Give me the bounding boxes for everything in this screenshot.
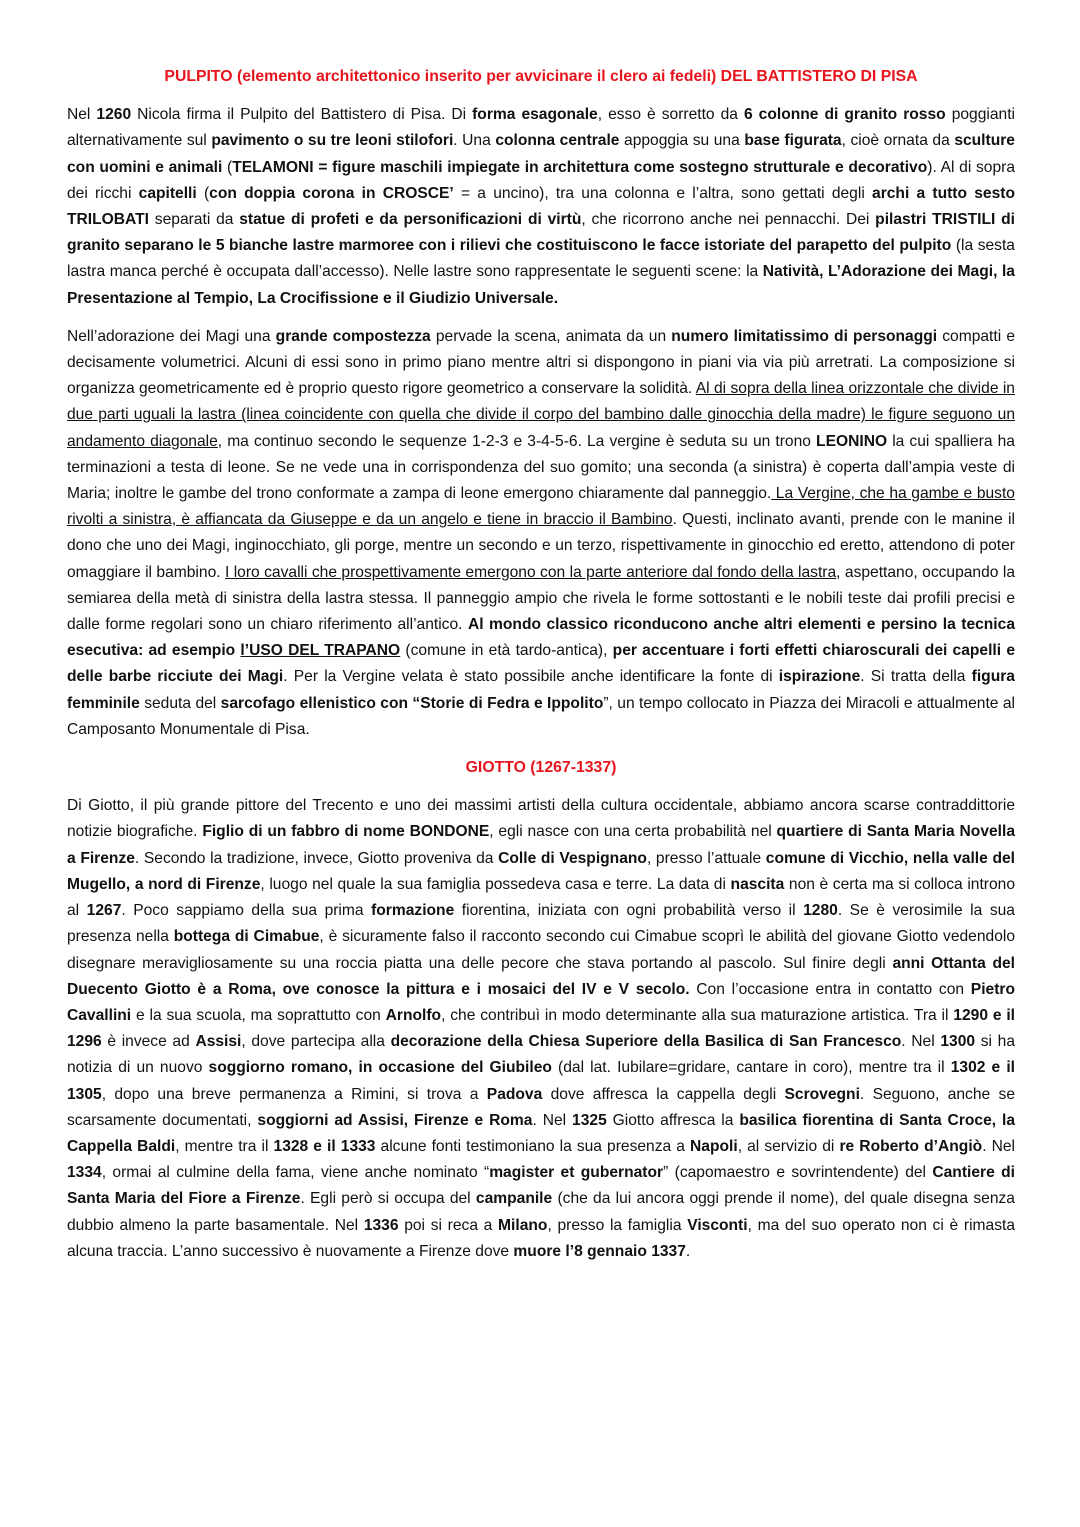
text-run: Al mondo classico riconducono anche altri elementi e persino la tecnica esecutiva: ad esempio — [67, 616, 1015, 660]
text-run: , mentre tra il — [175, 1137, 274, 1155]
text-run: 1325 — [572, 1111, 607, 1129]
text-run: nascita — [730, 875, 785, 893]
text-run: . Si tratta della — [860, 668, 972, 686]
text-run: statue di profeti e da personificazioni di virtù — [239, 211, 582, 229]
text-run: Giotto affresca la — [606, 1111, 740, 1129]
text-run: , presso l’attuale — [646, 849, 766, 867]
text-run: , esso è sorretto da — [597, 106, 744, 124]
text-run: pervade la scena, animata da un — [430, 327, 672, 345]
text-run: Padova — [486, 1085, 543, 1103]
text-run: Nell’adorazione dei Magi una — [67, 327, 276, 345]
text-run: Napoli — [690, 1137, 738, 1155]
text-run: soggiorni ad Assisi, Firenze e Roma — [257, 1111, 533, 1129]
text-run: 1300 — [940, 1033, 976, 1051]
text-run: formazione — [371, 902, 455, 920]
text-run: alcune fonti testimoniano la sua presenza a — [375, 1137, 691, 1155]
text-run: I loro cavalli che prospettivamente emergono con la parte anteriore dal fondo della lastra — [224, 563, 837, 581]
text-run: fiorentina, iniziata con ogni probabilità verso il — [454, 902, 804, 920]
text-run: dove affresca la cappella degli — [542, 1085, 785, 1103]
text-run: ”, un tempo collocato in Piazza dei Miracoli e attualmente al Camposanto Monumentale di Pisa. — [67, 694, 1015, 738]
text-run: archi a tutto sesto TRILOBATI — [67, 184, 1015, 229]
text-run: Colle di Vespignano — [498, 849, 647, 867]
text-run: bottega di Cimabue — [173, 928, 320, 946]
text-run: magister et gubernator — [489, 1164, 664, 1182]
text-run: , egli nasce con una certa probabilità nel — [489, 823, 777, 841]
text-run: ( — [222, 158, 233, 176]
text-run: = a uncino), tra una colonna e l’altra, sono gettati degli — [453, 184, 873, 202]
text-run: comune di Vicchio, nella valle del Mugello, a nord di Firenze — [67, 849, 1015, 893]
text-run: quartiere di Santa Maria Novella a Firenze — [67, 823, 1016, 867]
text-run: ” (capomaestro e sovrintendente) del — [663, 1164, 933, 1182]
text-run: si ha notizia di un nuovo — [67, 1033, 1015, 1077]
text-run: anni Ottanta del Duecento Giotto è a Roma, ove conosce la pittura e i mosaici del IV e V secolo. — [67, 954, 1015, 998]
text-run: 1336 — [363, 1216, 399, 1234]
text-run: Nicola firma il Pulpito del Battistero di Pisa. Di — [131, 106, 473, 124]
text-run: 1260 — [96, 106, 132, 124]
text-run: , luogo nel quale la sua famiglia possedeva casa e terre. La data di — [260, 875, 731, 893]
text-run: non è certa ma si colloca introno al — [67, 875, 1015, 920]
text-run: Al di sopra della linea orizzontale che divide in due parti uguali la lastra (linea coincidente con quella che divide il corpo del bambino dalle ginocchia della madre) le figure seguono un andamento diagonale — [67, 380, 1015, 450]
text-run: capitelli — [138, 184, 197, 202]
text-run: Pietro Cavallini — [67, 980, 1015, 1024]
text-run: , dove partecipa alla — [241, 1033, 391, 1051]
text-run: numero limitatissimo di personaggi — [671, 327, 938, 345]
text-run: Cantiere di Santa Maria del Fiore a Firenze — [67, 1164, 1015, 1208]
text-run: . — [685, 1242, 691, 1260]
text-run: pilastri TRISTILI di granito separano le 5 bianche lastre marmoree con i rilievi che costituiscono le facce istoriate del parapetto del pulpito — [67, 211, 1016, 255]
text-run: La Vergine, che ha gambe e busto rivolti a sinistra, è affiancata da Giuseppe e da un angelo e tiene in braccio il Bambino — [67, 485, 1015, 529]
text-run: ( — [196, 184, 210, 202]
text-run: Arnolfo — [385, 1006, 442, 1024]
text-run: . Secondo la tradizione, invece, Giotto proveniva da — [134, 849, 499, 867]
text-run: 1267 — [86, 902, 122, 920]
text-run: base figurata — [744, 132, 842, 150]
text-run: , è sicuramente falso il racconto secondo cui Cimabue scoprì le abilità del giovane Giotto vedendolo disegnare meravigliosamente su una roccia piatta una delle pecore che stava portando al pascolo. Sul finire degli — [67, 928, 1016, 972]
text-run: . Egli però si occupa del — [300, 1190, 476, 1208]
text-run: poggianti alternativamente sul — [67, 106, 1015, 150]
text-run: Assisi — [195, 1033, 242, 1051]
text-run: . Questi, inclinato avanti, prende con le manine il dono che uno dei Magi, inginocchiato, gli porge, mentre un secondo e un terzo, rispettivamente in ginocchio ed eretto, attendono di poter omaggiare il bambino. — [67, 511, 1015, 581]
text-run: Visconti — [687, 1216, 748, 1234]
text-run: , al servizio di — [737, 1137, 840, 1155]
text-run: 1328 e il 1333 — [273, 1137, 376, 1155]
text-run: compatti e decisamente volumetrici. Alcuni di essi sono in primo piano mentre altri si dispongono in piani via via più arretrati. La composizione si organizza geometricamente ed è proprio questo rigore geometrico a conservare la solidità. — [67, 327, 1015, 398]
text-run: . Nel — [901, 1033, 941, 1051]
text-run: basilica fiorentina di Santa Croce, la Cappella Baldi — [67, 1111, 1016, 1155]
text-run: , presso la famiglia — [547, 1216, 688, 1234]
text-run: , ormai al culmine della fama, viene anche nominato “ — [101, 1164, 490, 1182]
text-run: . Una — [453, 132, 496, 150]
text-run: grande compostezza — [275, 327, 431, 345]
text-run: 1302 e il 1305 — [67, 1059, 1016, 1103]
text-run: forma esagonale — [472, 106, 598, 124]
text-run: , che ricorrono anche nei pennacchi. Dei — [581, 211, 876, 229]
text-run: pavimento o su tre leoni stilofori — [211, 132, 454, 150]
text-run: , dopo una breve permanenza a Rimini, si trova a — [101, 1085, 487, 1103]
text-run: sculture con uomini e animali — [67, 132, 1015, 176]
paragraph-giotto-biography — [67, 793, 1015, 1265]
text-run: . Nel — [532, 1111, 573, 1129]
text-run: 1280 — [803, 902, 838, 920]
text-run: , ma continuo secondo le sequenze 1-2-3 e 3-4-5-6. La vergine è seduta su un trono — [217, 432, 817, 450]
text-run: sarcofago ellenistico con “Storie di Fedra e Ippolito — [220, 694, 604, 712]
text-run: Scrovegni — [784, 1085, 860, 1103]
text-run: (comune in età tardo-antica), — [400, 642, 613, 660]
text-run: , ma del suo operato non ci è rimasta alcuna traccia. L’anno successivo è nuovamente a Firenze dove — [67, 1216, 1015, 1260]
text-run: 1290 e il 1296 — [67, 1006, 1015, 1051]
text-run: (che da lui ancora oggi prende il nome), del quale disegna senza dubbio almeno la parte basamentale. Nel — [67, 1190, 1015, 1234]
text-run: re Roberto d’Angiò — [839, 1137, 983, 1155]
text-run: TELAMONI = figure maschili impiegate in architettura come sostegno strutturale e decorativo — [232, 158, 928, 176]
document-page — [67, 64, 1015, 1277]
text-run: è invece ad — [101, 1033, 196, 1051]
text-run: colonna centrale — [495, 132, 620, 150]
text-run: l’USO DEL TRAPANO — [240, 642, 401, 660]
text-run: ispirazione — [778, 668, 861, 686]
text-run: , cioè ornata da — [841, 132, 955, 150]
text-run: , aspettano, occupando la semiarea della metà di sinistra della lastra stessa. Il panneggio ampio che rivela le forme sottostanti e le nobili teste dai profili precisi e dalle forme regolari sono un chiaro riferimento all’antico. — [67, 563, 1015, 634]
text-run: . Poco sappiamo della sua prima — [121, 902, 372, 920]
text-run: Nel — [67, 106, 97, 124]
text-run: Figlio di un fabbro di nome BONDONE — [202, 823, 490, 841]
section-title-pulpito: PULPITO (elemento architettonico inserito per avvicinare il clero ai fedeli) DEL BATTISTERO DI PISA — [164, 68, 918, 85]
text-run: campanile — [475, 1190, 553, 1208]
text-run: per accentuare i forti effetti chiaroscurali dei capelli e delle barbe ricciute dei Magi — [67, 642, 1015, 686]
text-run: separati da — [149, 211, 240, 229]
paragraph-pulpito-description — [67, 102, 1015, 312]
text-run: muore l’8 gennaio 1337 — [513, 1242, 686, 1260]
text-run: , che contribuì in modo determinante alla sua maturazione artistica. Tra il — [441, 1006, 954, 1024]
text-run: Di Giotto, il più grande pittore del Trecento e uno dei massimi artisti della cultura occidentale, abbiamo ancora scarse contraddittorie notizie biografiche. — [67, 797, 1015, 841]
text-run: la cui spalliera ha terminazioni a testa di leone. Se ne vede una in corrispondenza del suo gomito; una seconda (a sinistra) è coperta dall’ampia veste di Maria; inoltre le gambe del trono conformate a zampa di leone emergono chiaramente dal panneggio. — [67, 432, 1015, 503]
text-run: Natività, L’Adorazione dei Magi, la Presentazione al Tempio, La Crocifissione e il Giudizio Universale. — [67, 263, 1015, 307]
text-run: e la sua scuola, ma soprattutto con — [131, 1006, 386, 1024]
text-run: . Per la Vergine velata è stato possibile anche identificare la fonte di — [283, 668, 779, 686]
text-run: Con l’occasione entra in contatto con — [689, 980, 971, 998]
text-run: (dal lat. Iubilare=gridare, cantare in coro), mentre tra il — [551, 1059, 951, 1077]
paragraph-adorazione-magi — [67, 324, 1015, 743]
text-run: ). Al di sopra dei ricchi — [67, 158, 1016, 202]
text-run: 1334 — [67, 1164, 102, 1182]
text-run: decorazione della Chiesa Superiore della Basilica di San Francesco — [390, 1033, 902, 1051]
text-run: figura femminile — [67, 668, 1015, 712]
text-run: poi si reca a — [398, 1216, 499, 1234]
text-run: (la sesta lastra manca perché è occupata dall’accesso). Nelle lastre sono rappresentate le seguenti scene: la — [67, 237, 1015, 281]
text-run: seduta del — [139, 694, 221, 712]
text-run: LEONINO — [816, 432, 888, 450]
text-run: Milano — [498, 1216, 548, 1234]
text-run: . Se è verosimile la sua presenza nella — [67, 902, 1015, 946]
text-run: appoggia su una — [619, 132, 745, 150]
text-run: . Seguono, anche se scarsamente documentati, — [67, 1085, 1016, 1129]
text-run: 6 colonne di granito rosso — [743, 106, 946, 124]
section-title-giotto: GIOTTO (1267-1337) — [465, 759, 617, 777]
text-run: soggiorno romano, in occasione del Giubileo — [208, 1059, 552, 1077]
text-run: . Nel — [982, 1137, 1015, 1155]
text-run: con doppia corona in CROSCE’ — [209, 184, 454, 202]
